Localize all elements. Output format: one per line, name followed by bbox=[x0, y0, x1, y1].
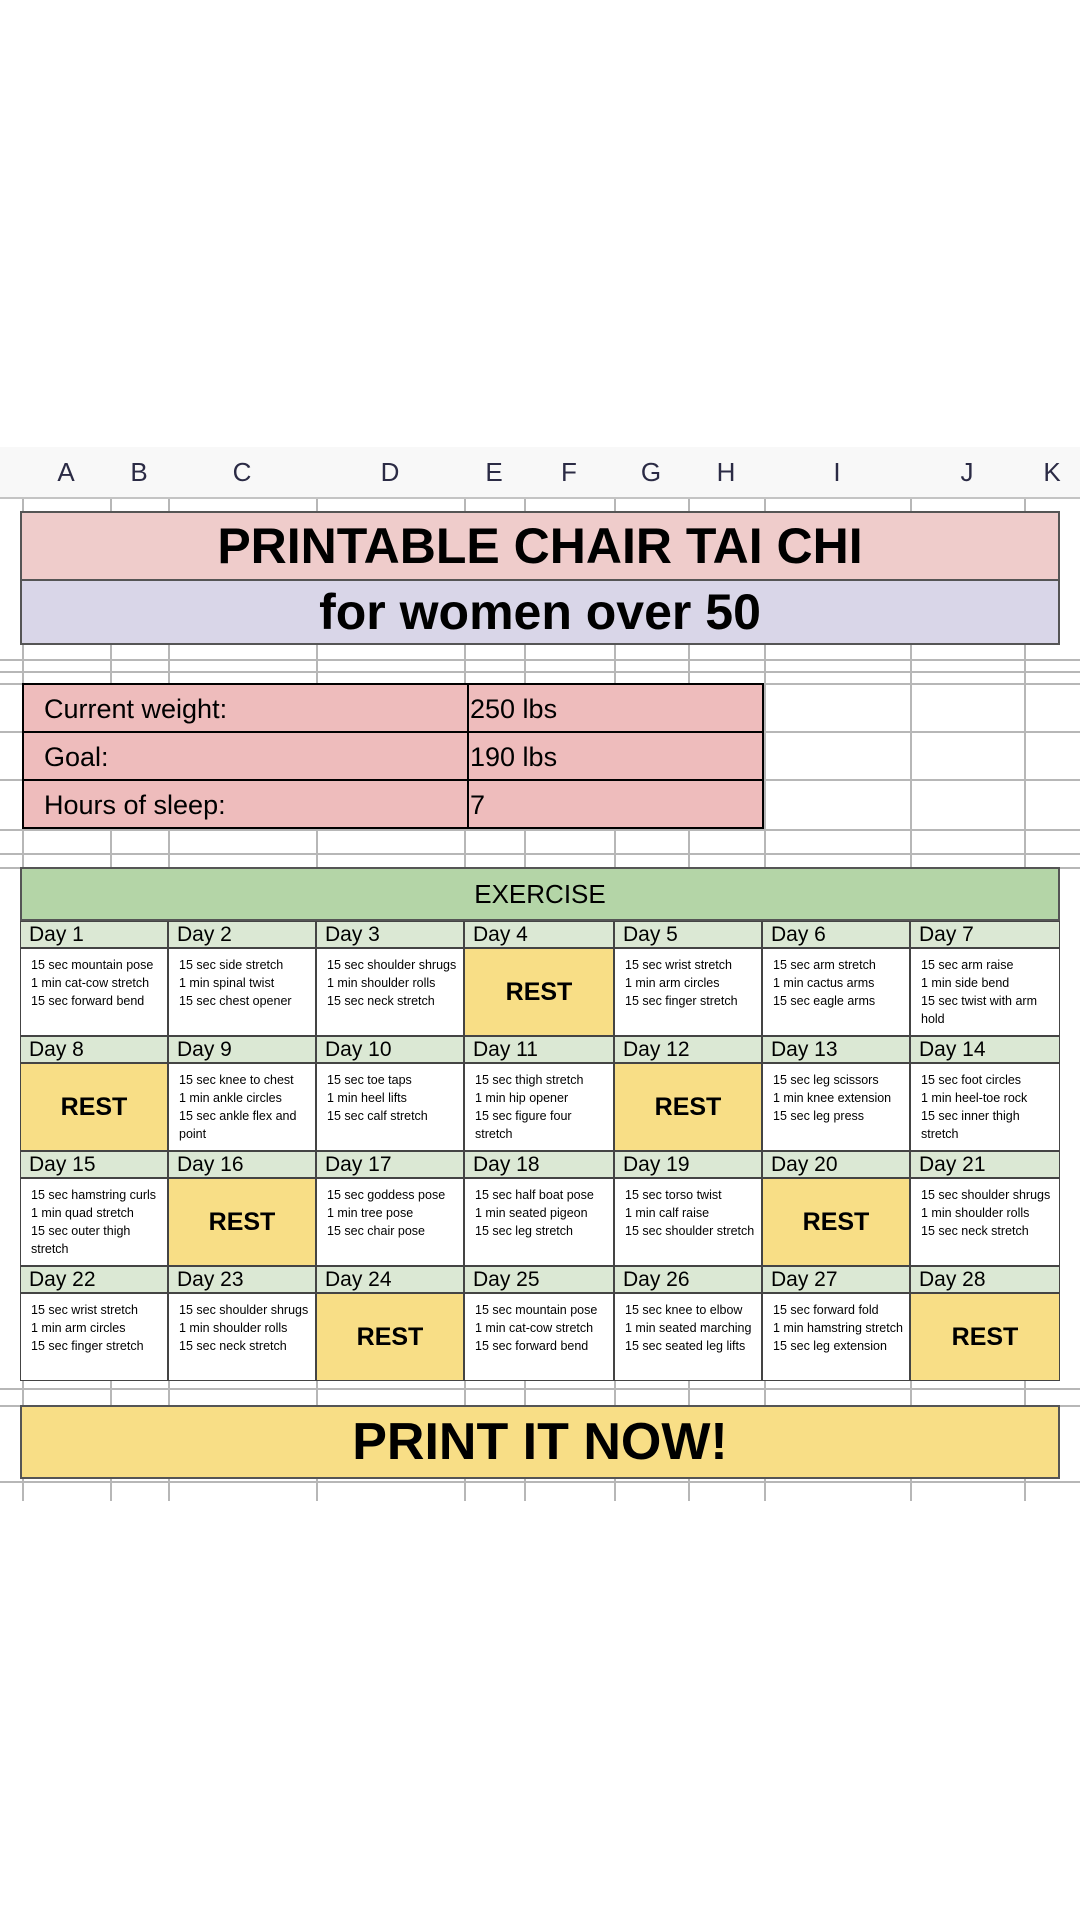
exercise-line: 15 sec goddess pose bbox=[327, 1188, 446, 1202]
stat-row-goal[interactable] bbox=[24, 733, 762, 781]
day-header-20[interactable]: Day 20 bbox=[762, 1151, 910, 1178]
day-header-2[interactable]: Day 2 bbox=[168, 921, 316, 948]
exercise-line: 15 sec figure four stretch bbox=[475, 1109, 572, 1141]
print-button[interactable] bbox=[20, 1405, 1060, 1479]
stat-label: Hours of sleep: bbox=[44, 790, 226, 820]
stat-label: Current weight: bbox=[44, 694, 228, 724]
exercise-label: EXERCISE bbox=[474, 878, 606, 909]
exercise-line: 15 sec forward fold bbox=[773, 1303, 879, 1317]
exercise-line: 1 min cat-cow stretch bbox=[31, 976, 150, 990]
exercise-line: 15 sec toe taps bbox=[327, 1073, 412, 1087]
print-button-label: PRINT IT NOW! bbox=[352, 1413, 728, 1471]
rest-day-cell[interactable] bbox=[20, 1063, 168, 1151]
workout-cell[interactable] bbox=[464, 1178, 614, 1266]
day-header-12[interactable]: Day 12 bbox=[614, 1036, 762, 1063]
stats-table bbox=[22, 683, 764, 829]
column-header-e[interactable]: E bbox=[485, 456, 503, 487]
rest-label: REST bbox=[654, 1093, 722, 1121]
workout-cell[interactable] bbox=[316, 1063, 464, 1151]
stat-value: 7 bbox=[470, 790, 486, 820]
exercise-line: 15 sec leg scissors bbox=[773, 1073, 879, 1087]
day-header-7[interactable]: Day 7 bbox=[910, 921, 1060, 948]
exercise-line: 1 min shoulder rolls bbox=[921, 1206, 1030, 1220]
exercise-line: 1 min ankle circles bbox=[179, 1091, 282, 1105]
exercise-line: 15 sec finger stretch bbox=[625, 994, 738, 1008]
workout-cell[interactable] bbox=[614, 1293, 762, 1381]
workout-cell[interactable] bbox=[762, 1293, 910, 1381]
workout-cell[interactable] bbox=[168, 948, 316, 1036]
day-header-27[interactable]: Day 27 bbox=[762, 1266, 910, 1293]
workout-cell[interactable] bbox=[762, 948, 910, 1036]
day-header-3[interactable]: Day 3 bbox=[316, 921, 464, 948]
exercise-line: 15 sec shoulder shrugs bbox=[921, 1188, 1051, 1202]
exercise-line: 15 sec forward bend bbox=[31, 994, 145, 1008]
day-header-13[interactable]: Day 13 bbox=[762, 1036, 910, 1063]
exercise-header[interactable] bbox=[20, 867, 1060, 921]
day-header-28[interactable]: Day 28 bbox=[910, 1266, 1060, 1293]
day-header-6[interactable]: Day 6 bbox=[762, 921, 910, 948]
exercise-line: 15 sec foot circles bbox=[921, 1073, 1022, 1087]
workout-cell[interactable] bbox=[910, 1063, 1060, 1151]
exercise-line: 15 sec shoulder shrugs bbox=[327, 958, 457, 972]
workout-cell[interactable] bbox=[614, 948, 762, 1036]
rest-day-cell[interactable] bbox=[910, 1293, 1060, 1381]
exercise-line: 15 sec neck stretch bbox=[327, 994, 435, 1008]
column-header-h[interactable]: H bbox=[716, 456, 736, 487]
exercise-line: 1 min cactus arms bbox=[773, 976, 875, 990]
exercise-line: 1 min cat-cow stretch bbox=[475, 1321, 594, 1335]
rest-label: REST bbox=[208, 1208, 276, 1236]
exercise-line: 15 sec seated leg lifts bbox=[625, 1339, 746, 1353]
exercise-line: 1 min tree pose bbox=[327, 1206, 414, 1220]
exercise-line: 1 min quad stretch bbox=[31, 1206, 134, 1220]
exercise-line: 1 min arm circles bbox=[31, 1321, 126, 1335]
day-header-1[interactable]: Day 1 bbox=[20, 921, 168, 948]
day-header-9[interactable]: Day 9 bbox=[168, 1036, 316, 1063]
exercise-line: 15 sec eagle arms bbox=[773, 994, 876, 1008]
exercise-line: 15 sec forward bend bbox=[475, 1339, 589, 1353]
day-header-5[interactable]: Day 5 bbox=[614, 921, 762, 948]
stat-row-hours-of-sleep[interactable] bbox=[24, 781, 762, 829]
day-header-8[interactable]: Day 8 bbox=[20, 1036, 168, 1063]
exercise-line: 1 min arm circles bbox=[625, 976, 720, 990]
day-header-16[interactable]: Day 16 bbox=[168, 1151, 316, 1178]
exercise-line: 1 min heel-toe rock bbox=[921, 1091, 1028, 1105]
exercise-line: 15 sec wrist stretch bbox=[31, 1303, 138, 1317]
workout-cell[interactable] bbox=[762, 1063, 910, 1151]
rest-day-cell[interactable] bbox=[762, 1178, 910, 1266]
exercise-line: 15 sec ankle flex and point bbox=[179, 1109, 297, 1141]
rest-label: REST bbox=[505, 978, 573, 1006]
exercise-line: 15 sec wrist stretch bbox=[625, 958, 732, 972]
exercise-line: 15 sec arm raise bbox=[921, 958, 1014, 972]
exercise-line: 1 min knee extension bbox=[773, 1091, 892, 1105]
exercise-line: 15 sec mountain pose bbox=[475, 1303, 598, 1317]
day-header-23[interactable]: Day 23 bbox=[168, 1266, 316, 1293]
exercise-line: 15 sec leg press bbox=[773, 1109, 865, 1123]
exercise-line: 15 sec hamstring curls bbox=[31, 1188, 157, 1202]
exercise-line: 1 min side bend bbox=[921, 976, 1010, 990]
exercise-line: 1 min heel lifts bbox=[327, 1091, 407, 1105]
exercise-line: 15 sec calf stretch bbox=[327, 1109, 428, 1123]
workout-cell[interactable] bbox=[910, 948, 1060, 1036]
exercise-line: 15 sec side stretch bbox=[179, 958, 284, 972]
exercise-line: 1 min shoulder rolls bbox=[179, 1321, 288, 1335]
workout-cell[interactable] bbox=[20, 1293, 168, 1381]
exercise-line: 15 sec shoulder shrugs bbox=[179, 1303, 309, 1317]
column-header-c[interactable]: C bbox=[232, 456, 252, 487]
subtitle-banner[interactable] bbox=[20, 581, 1060, 645]
column-header-b[interactable]: B bbox=[130, 456, 148, 487]
day-header-14[interactable]: Day 14 bbox=[910, 1036, 1060, 1063]
exercise-line: 1 min hamstring stretch bbox=[773, 1321, 903, 1335]
day-header-4[interactable]: Day 4 bbox=[464, 921, 614, 948]
workout-cell[interactable] bbox=[20, 948, 168, 1036]
day-header-18[interactable]: Day 18 bbox=[464, 1151, 614, 1178]
rest-label: REST bbox=[951, 1323, 1019, 1351]
column-header-k[interactable]: K bbox=[1043, 456, 1061, 487]
gridline-horizontal bbox=[0, 671, 1080, 673]
exercise-line: 15 sec torso twist bbox=[625, 1188, 722, 1202]
day-header-24[interactable]: Day 24 bbox=[316, 1266, 464, 1293]
stat-value: 190 lbs bbox=[470, 742, 558, 772]
exercise-line: 15 sec knee to elbow bbox=[625, 1303, 743, 1317]
exercise-line: 15 sec neck stretch bbox=[921, 1224, 1029, 1238]
gridline-horizontal bbox=[0, 829, 1080, 831]
column-header-a[interactable]: A bbox=[57, 456, 75, 487]
day-header-22[interactable]: Day 22 bbox=[20, 1266, 168, 1293]
workout-cell[interactable] bbox=[464, 1293, 614, 1381]
workout-cell[interactable] bbox=[910, 1178, 1060, 1266]
exercise-line: 1 min hip opener bbox=[475, 1091, 569, 1105]
exercise-line: 1 min seated marching bbox=[625, 1321, 752, 1335]
exercise-line: 15 sec chest opener bbox=[179, 994, 292, 1008]
exercise-line: 15 sec leg stretch bbox=[475, 1224, 573, 1238]
exercise-line: 1 min calf raise bbox=[625, 1206, 710, 1220]
exercise-line: 15 sec knee to chest bbox=[179, 1073, 294, 1087]
workout-cell[interactable] bbox=[316, 1178, 464, 1266]
rest-day-cell[interactable] bbox=[614, 1063, 762, 1151]
exercise-line: 15 sec half boat pose bbox=[475, 1188, 594, 1202]
title-banner[interactable] bbox=[20, 511, 1060, 581]
day-header-10[interactable]: Day 10 bbox=[316, 1036, 464, 1063]
rest-label: REST bbox=[60, 1093, 128, 1121]
rest-label: REST bbox=[356, 1323, 424, 1351]
exercise-line: 1 min spinal twist bbox=[179, 976, 275, 990]
day-header-21[interactable]: Day 21 bbox=[910, 1151, 1060, 1178]
exercise-line: 15 sec neck stretch bbox=[179, 1339, 287, 1353]
workout-cell[interactable] bbox=[168, 1063, 316, 1151]
exercise-line: 15 sec arm stretch bbox=[773, 958, 876, 972]
day-header-26[interactable]: Day 26 bbox=[614, 1266, 762, 1293]
column-header-i[interactable]: I bbox=[833, 456, 841, 487]
exercise-line: 1 min shoulder rolls bbox=[327, 976, 436, 990]
workout-cell[interactable] bbox=[168, 1293, 316, 1381]
gridline-horizontal bbox=[0, 853, 1080, 855]
rest-day-cell[interactable] bbox=[464, 948, 614, 1036]
gridline-horizontal bbox=[0, 1481, 1080, 1483]
rest-day-cell[interactable] bbox=[168, 1178, 316, 1266]
column-header-d[interactable]: D bbox=[380, 456, 400, 487]
workout-cell[interactable] bbox=[614, 1178, 762, 1266]
gridline-horizontal bbox=[0, 659, 1080, 661]
exercise-line: 15 sec inner thigh stretch bbox=[921, 1109, 1020, 1141]
stat-row-current-weight[interactable] bbox=[24, 685, 762, 733]
column-header-f[interactable]: F bbox=[561, 456, 577, 487]
day-header-11[interactable]: Day 11 bbox=[464, 1036, 614, 1063]
stat-value: 250 lbs bbox=[470, 694, 558, 724]
exercise-line: 15 sec shoulder stretch bbox=[625, 1224, 755, 1238]
gridline-horizontal bbox=[0, 1388, 1080, 1390]
column-header-bar bbox=[0, 447, 1080, 499]
workout-cell[interactable] bbox=[316, 948, 464, 1036]
exercise-line: 15 sec outer thigh stretch bbox=[31, 1224, 131, 1256]
day-header-19[interactable]: Day 19 bbox=[614, 1151, 762, 1178]
exercise-line: 15 sec finger stretch bbox=[31, 1339, 144, 1353]
exercise-line: 15 sec chair pose bbox=[327, 1224, 425, 1238]
workout-cell[interactable] bbox=[20, 1178, 168, 1266]
exercise-line: 15 sec thigh stretch bbox=[475, 1073, 584, 1087]
stat-label: Goal: bbox=[44, 742, 109, 772]
column-header-j[interactable]: J bbox=[960, 456, 974, 487]
day-header-15[interactable]: Day 15 bbox=[20, 1151, 168, 1178]
exercise-line: 15 sec mountain pose bbox=[31, 958, 154, 972]
page-title: PRINTABLE CHAIR TAI CHI bbox=[217, 518, 863, 574]
page-subtitle: for women over 50 bbox=[319, 584, 761, 640]
exercise-line: 15 sec twist with arm hold bbox=[921, 994, 1038, 1026]
rest-day-cell[interactable] bbox=[316, 1293, 464, 1381]
day-header-17[interactable]: Day 17 bbox=[316, 1151, 464, 1178]
exercise-line: 1 min seated pigeon bbox=[475, 1206, 588, 1220]
spreadsheet bbox=[0, 447, 1080, 1501]
exercise-line: 15 sec leg extension bbox=[773, 1339, 887, 1353]
rest-label: REST bbox=[802, 1208, 870, 1236]
column-header-g[interactable]: G bbox=[640, 456, 662, 487]
workout-cell[interactable] bbox=[464, 1063, 614, 1151]
day-header-25[interactable]: Day 25 bbox=[464, 1266, 614, 1293]
